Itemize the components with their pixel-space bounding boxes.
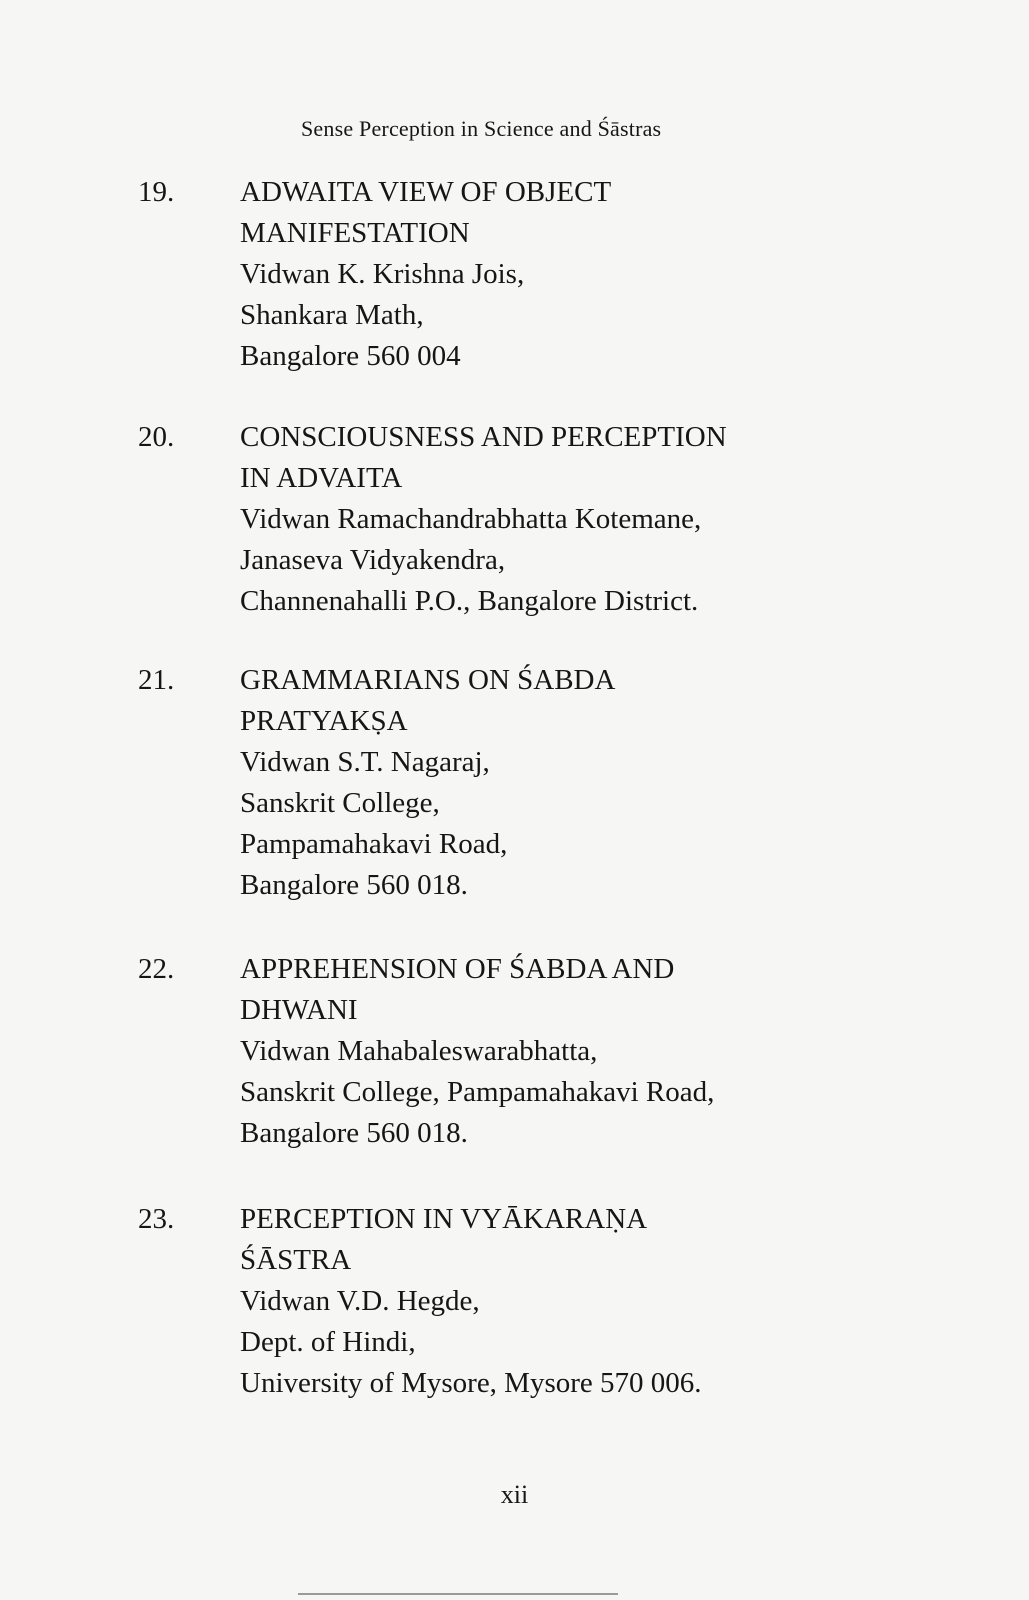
entry-detail-line: Janaseva Vidyakendra, <box>240 544 506 576</box>
entry-author-address <box>240 1281 980 1404</box>
entry-body <box>240 949 980 1154</box>
entry-detail-line: Vidwan V.D. Hegde, <box>240 1285 480 1317</box>
entry-detail-line: Vidwan K. Krishna Jois, <box>240 258 525 290</box>
entry-title-line: ADWAITA VIEW OF OBJECT <box>240 176 612 208</box>
entry-title-line: IN ADVAITA <box>240 462 403 494</box>
page-edge-line <box>298 1593 618 1595</box>
entry-body <box>240 417 980 622</box>
entry-detail-line: Sanskrit College, <box>240 787 440 819</box>
entry-title <box>240 172 980 254</box>
running-head: Sense Perception in Science and Śāstras <box>301 116 662 141</box>
entry-detail-line: Sanskrit College, Pampamahakavi Road, <box>240 1076 715 1108</box>
entry-number: 21. <box>138 664 175 696</box>
entry-title-line: APPREHENSION OF ŚABDA AND <box>240 953 675 985</box>
entry-body <box>240 660 980 906</box>
entry-detail-line: Vidwan Mahabaleswarabhatta, <box>240 1035 598 1067</box>
entry-title-line: CONSCIOUSNESS AND PERCEPTION <box>240 421 727 453</box>
entry-title-line: PRATYAKṢA <box>240 705 408 737</box>
entry-author-address <box>240 1031 980 1154</box>
entry-author-address <box>240 499 980 622</box>
entry-title <box>240 1199 980 1281</box>
entry-title-line: DHWANI <box>240 994 358 1026</box>
entry-title-line: GRAMMARIANS ON ŚABDA <box>240 664 616 696</box>
entry-detail-line: Dept. of Hindi, <box>240 1326 416 1358</box>
entry-title-line: ŚĀSTRA <box>240 1244 352 1276</box>
entry-number: 19. <box>138 176 175 208</box>
entry-body <box>240 172 980 377</box>
entry-body <box>240 1199 980 1404</box>
page-number: xii <box>500 1480 529 1509</box>
entry-detail-line: Bangalore 560 018. <box>240 869 468 901</box>
entry-detail-line: Channenahalli P.O., Bangalore District. <box>240 585 699 617</box>
entry-number: 20. <box>138 421 175 453</box>
entry-title-line: PERCEPTION IN VYĀKARAṆA <box>240 1203 648 1235</box>
entry-title <box>240 417 980 499</box>
entry-author-address <box>240 254 980 377</box>
entry-author-address <box>240 742 980 906</box>
entry-detail-line: University of Mysore, Mysore 570 006. <box>240 1367 702 1399</box>
entry-title <box>240 949 980 1031</box>
entry-detail-line: Bangalore 560 004 <box>240 340 461 372</box>
entry-number: 22. <box>138 953 175 985</box>
entry-title-line: MANIFESTATION <box>240 217 470 249</box>
entry-detail-line: Vidwan S.T. Nagaraj, <box>240 746 490 778</box>
entry-title <box>240 660 980 742</box>
entry-detail-line: Shankara Math, <box>240 299 424 331</box>
entry-number: 23. <box>138 1203 175 1235</box>
entry-detail-line: Vidwan Ramachandrabhatta Kotemane, <box>240 503 702 535</box>
entry-detail-line: Pampamahakavi Road, <box>240 828 508 860</box>
entry-detail-line: Bangalore 560 018. <box>240 1117 468 1149</box>
